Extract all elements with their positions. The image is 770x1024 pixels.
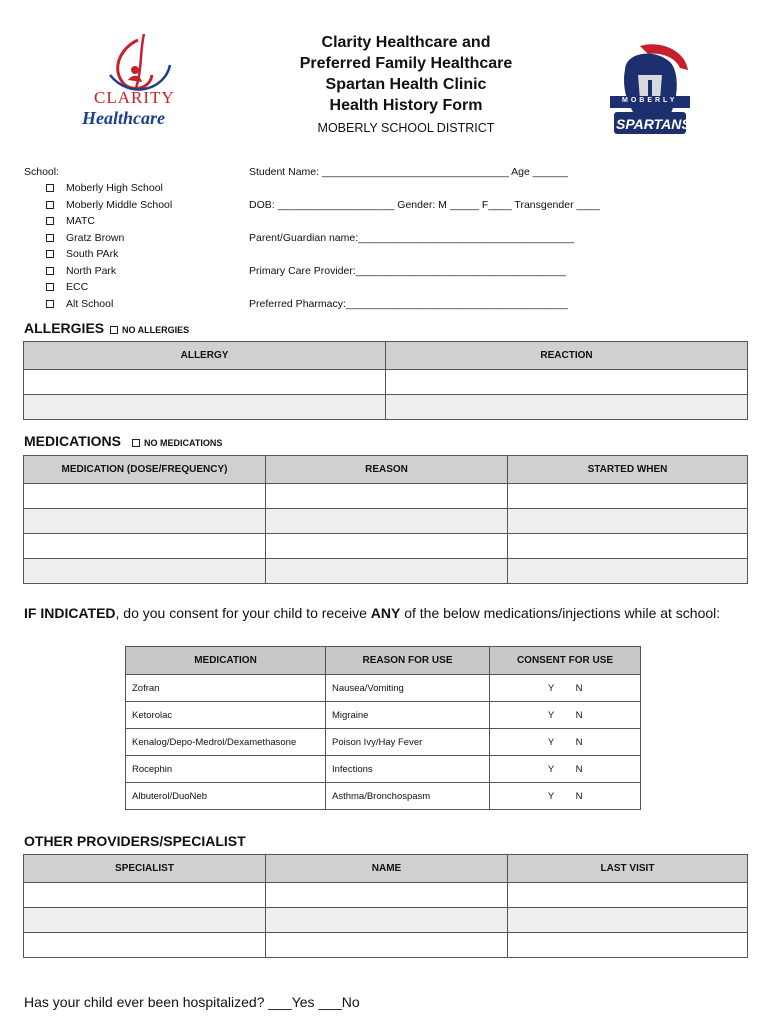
- specialist-cell[interactable]: [24, 933, 266, 958]
- reason-cell[interactable]: [266, 559, 508, 584]
- school-option-south-park[interactable]: South PArk: [46, 248, 118, 262]
- name-cell[interactable]: [266, 908, 508, 933]
- medication-cell[interactable]: [24, 484, 266, 509]
- allergy-cell[interactable]: [24, 395, 386, 420]
- started-when-cell[interactable]: [508, 559, 748, 584]
- other-providers-heading: OTHER PROVIDERS/SPECIALIST: [24, 833, 246, 849]
- parent-guardian-field[interactable]: Parent/Guardian name:_____________________________________: [249, 232, 575, 244]
- name-cell[interactable]: [266, 883, 508, 908]
- started-when-column-header: STARTED WHEN: [508, 456, 748, 484]
- specialist-cell[interactable]: [24, 908, 266, 933]
- providers-table: [23, 854, 748, 958]
- medication-cell[interactable]: [24, 509, 266, 534]
- last-visit-cell[interactable]: [508, 933, 748, 958]
- school-option-ecc[interactable]: ECC: [46, 281, 88, 295]
- checkbox-icon[interactable]: [46, 184, 54, 192]
- last-visit-cell[interactable]: [508, 908, 748, 933]
- table-row: [24, 395, 748, 420]
- hospitalized-question[interactable]: Has your child ever been hospitalized? ___Yes ___No: [24, 994, 360, 1010]
- medication-cell[interactable]: [24, 559, 266, 584]
- clarity-logo-text: CLARITY: [94, 88, 175, 107]
- no-option[interactable]: N: [575, 709, 583, 721]
- last-visit-cell[interactable]: [508, 883, 748, 908]
- allergy-cell[interactable]: [24, 370, 386, 395]
- consent-yn-cell: [490, 729, 641, 756]
- no-medications-option[interactable]: NO MEDICATIONS: [132, 438, 222, 448]
- reaction-cell[interactable]: [386, 370, 748, 395]
- reason-cell[interactable]: [266, 484, 508, 509]
- reaction-column-header: REACTION: [386, 342, 748, 370]
- yes-option[interactable]: Y: [547, 790, 555, 802]
- spartans-logo-text: SPARTANS: [616, 116, 691, 132]
- checkbox-icon[interactable]: [46, 201, 54, 209]
- clarity-healthcare-logo: [80, 30, 200, 135]
- table-row: [126, 783, 641, 810]
- consent-yn-cell: [490, 783, 641, 810]
- no-option[interactable]: N: [575, 763, 583, 775]
- allergies-table: [23, 341, 748, 420]
- table-row: [126, 702, 641, 729]
- specialist-cell[interactable]: [24, 883, 266, 908]
- title-line-1: Clarity Healthcare and: [321, 34, 491, 51]
- consent-reason-header: REASON FOR USE: [326, 647, 490, 675]
- pharmacy-field[interactable]: Preferred Pharmacy:______________________________________: [249, 298, 568, 310]
- school-option-moberly-middle[interactable]: Moberly Middle School: [46, 199, 172, 213]
- no-option[interactable]: N: [575, 736, 583, 748]
- medication-column-header: MEDICATION (DOSE/FREQUENCY): [24, 456, 266, 484]
- checkbox-icon[interactable]: [110, 326, 118, 334]
- consent-yn-cell: [490, 702, 641, 729]
- consent-table: [125, 646, 641, 810]
- yes-option[interactable]: Y: [547, 736, 555, 748]
- consent-for-use-header: CONSENT FOR USE: [490, 647, 641, 675]
- table-row: [24, 908, 748, 933]
- checkbox-icon[interactable]: [46, 300, 54, 308]
- school-option-alt-school[interactable]: Alt School: [46, 298, 113, 312]
- table-row: [24, 559, 748, 584]
- consent-medication-cell: Albuterol/DuoNeb: [126, 783, 326, 810]
- reason-column-header: REASON: [266, 456, 508, 484]
- reaction-cell[interactable]: [386, 395, 748, 420]
- allergy-column-header: ALLERGY: [24, 342, 386, 370]
- table-row: [24, 370, 748, 395]
- school-option-north-park[interactable]: North Park: [46, 265, 116, 279]
- consent-reason-cell: Nausea/Vomiting: [326, 675, 490, 702]
- healthcare-logo-text: Healthcare: [82, 108, 165, 128]
- table-row: [24, 534, 748, 559]
- checkbox-icon[interactable]: [46, 217, 54, 225]
- form-title-block: [250, 32, 562, 135]
- no-option[interactable]: N: [575, 790, 583, 802]
- title-line-4: Health History Form: [329, 97, 483, 114]
- reason-cell[interactable]: [266, 509, 508, 534]
- medication-cell[interactable]: [24, 534, 266, 559]
- allergies-heading: ALLERGIES: [24, 320, 105, 336]
- started-when-cell[interactable]: [508, 484, 748, 509]
- moberly-spartans-logo: [600, 40, 700, 145]
- consent-question: IF INDICATED, do you consent for your child to receive ANY of the below medications/injections while at school:: [24, 605, 721, 621]
- moberly-logo-text: MOBERLY: [622, 97, 678, 104]
- district-name: MOBERLY SCHOOL DISTRICT: [317, 121, 495, 135]
- student-name-age-field[interactable]: Student Name: ________________________________ Age ______: [249, 166, 568, 178]
- checkbox-icon[interactable]: [46, 283, 54, 291]
- table-row: [126, 675, 641, 702]
- title-line-3: Spartan Health Clinic: [325, 76, 487, 93]
- name-cell[interactable]: [266, 933, 508, 958]
- dob-gender-field[interactable]: DOB: ____________________ Gender: M _____ F____ Transgender ____: [249, 199, 600, 211]
- table-row: [126, 756, 641, 783]
- consent-reason-cell: Asthma/Bronchospasm: [326, 783, 490, 810]
- table-row: [24, 484, 748, 509]
- consent-medication-cell: Kenalog/Depo-Medrol/Dexamethasone: [126, 729, 326, 756]
- reason-cell[interactable]: [266, 534, 508, 559]
- school-option-gratz-brown[interactable]: Gratz Brown: [46, 232, 124, 246]
- yes-option[interactable]: Y: [547, 709, 555, 721]
- no-option[interactable]: N: [575, 682, 583, 694]
- medications-table: [23, 455, 748, 584]
- school-option-matc[interactable]: MATC: [46, 215, 95, 229]
- consent-reason-cell: Poison Ivy/Hay Fever: [326, 729, 490, 756]
- consent-yn-cell: [490, 675, 641, 702]
- name-column-header: NAME: [266, 855, 508, 883]
- school-label: School:: [24, 166, 60, 178]
- consent-medication-cell: Rocephin: [126, 756, 326, 783]
- started-when-cell[interactable]: [508, 509, 748, 534]
- checkbox-icon[interactable]: [132, 439, 140, 447]
- consent-medication-cell: Ketorolac: [126, 702, 326, 729]
- no-allergies-option[interactable]: NO ALLERGIES: [110, 325, 189, 335]
- specialist-column-header: SPECIALIST: [24, 855, 266, 883]
- consent-yn-cell: [490, 756, 641, 783]
- title-line-2: Preferred Family Healthcare: [299, 55, 513, 72]
- checkbox-icon[interactable]: [46, 267, 54, 275]
- table-row: [24, 509, 748, 534]
- medications-heading: MEDICATIONS: [24, 433, 121, 449]
- yes-option[interactable]: Y: [547, 682, 555, 694]
- table-row: [24, 883, 748, 908]
- table-row: [24, 933, 748, 958]
- consent-reason-cell: Infections: [326, 756, 490, 783]
- checkbox-icon[interactable]: [46, 234, 54, 242]
- checkbox-icon[interactable]: [46, 250, 54, 258]
- last-visit-column-header: LAST VISIT: [508, 855, 748, 883]
- school-option-moberly-high[interactable]: Moberly High School: [46, 182, 163, 196]
- table-row: [126, 729, 641, 756]
- consent-medication-cell: Zofran: [126, 675, 326, 702]
- consent-medication-header: MEDICATION: [126, 647, 326, 675]
- consent-reason-cell: Migraine: [326, 702, 490, 729]
- primary-care-field[interactable]: Primary Care Provider:____________________________________: [249, 265, 566, 277]
- yes-option[interactable]: Y: [547, 763, 555, 775]
- started-when-cell[interactable]: [508, 534, 748, 559]
